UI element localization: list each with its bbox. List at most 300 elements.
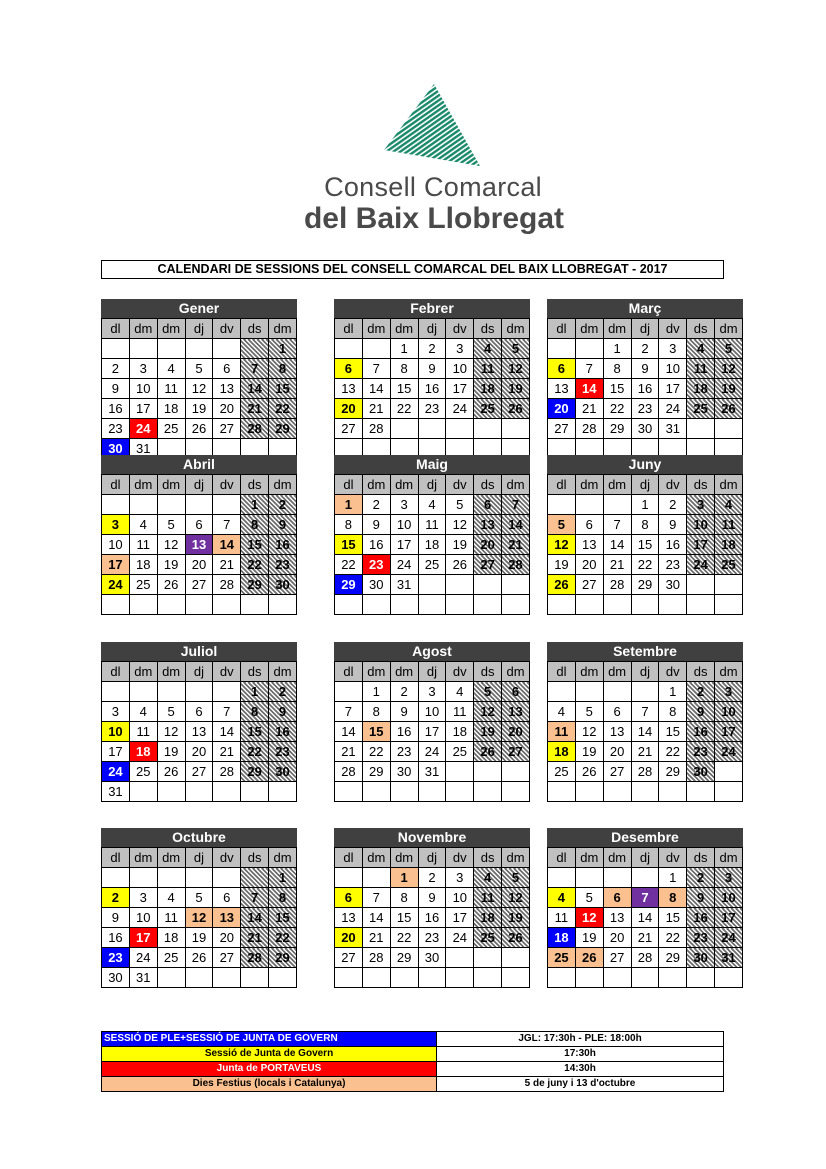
- day-cell: 1: [269, 339, 297, 359]
- week-row: [335, 968, 530, 988]
- day-cell: 3: [715, 682, 743, 702]
- month-table: [101, 318, 297, 459]
- day-cell: 10: [687, 515, 715, 535]
- week-row: [548, 555, 743, 575]
- day-cell: 2: [687, 868, 715, 888]
- empty-cell: [603, 682, 631, 702]
- day-cell: 14: [241, 379, 269, 399]
- empty-cell: [129, 782, 157, 802]
- empty-cell: [185, 595, 213, 615]
- empty-cell: [185, 968, 213, 988]
- day-cell: 11: [474, 359, 502, 379]
- empty-cell: [548, 339, 576, 359]
- day-cell: 5: [157, 515, 185, 535]
- day-header: dj: [185, 319, 213, 339]
- day-cell: 4: [474, 868, 502, 888]
- day-cell: 18: [446, 722, 474, 742]
- day-cell: 3: [715, 868, 743, 888]
- day-cell: 29: [659, 948, 687, 968]
- day-cell: 8: [335, 515, 363, 535]
- day-header: dl: [102, 848, 130, 868]
- day-header: dj: [418, 662, 446, 682]
- empty-cell: [129, 682, 157, 702]
- day-header: ds: [474, 848, 502, 868]
- week-row: [548, 575, 743, 595]
- day-header: dm: [362, 848, 390, 868]
- day-cell: 20: [603, 742, 631, 762]
- day-cell: 30: [269, 575, 297, 595]
- day-cell: 29: [241, 575, 269, 595]
- day-cell: 24: [659, 399, 687, 419]
- empty-cell: [502, 419, 530, 439]
- day-cell: 23: [102, 948, 130, 968]
- week-row: [102, 555, 297, 575]
- week-row: [335, 359, 530, 379]
- day-cell: 12: [575, 722, 603, 742]
- empty-cell: [548, 868, 576, 888]
- day-cell: 14: [575, 379, 603, 399]
- day-cell: 10: [659, 359, 687, 379]
- empty-cell: [575, 595, 603, 615]
- empty-cell: [269, 968, 297, 988]
- day-cell: 28: [335, 762, 363, 782]
- day-cell: 30: [102, 439, 130, 459]
- day-cell: 15: [269, 908, 297, 928]
- day-header: dl: [548, 319, 576, 339]
- day-header: dv: [446, 475, 474, 495]
- month-table: [547, 847, 743, 988]
- day-cell: 8: [269, 888, 297, 908]
- day-cell: 26: [446, 555, 474, 575]
- empty-cell: [446, 782, 474, 802]
- day-cell: 11: [715, 515, 743, 535]
- day-cell: 23: [102, 419, 130, 439]
- week-row: [548, 722, 743, 742]
- empty-cell: [687, 782, 715, 802]
- day-cell: 23: [269, 555, 297, 575]
- day-cell: 11: [129, 722, 157, 742]
- day-cell: 8: [241, 702, 269, 722]
- week-row: [335, 702, 530, 722]
- day-header: ds: [241, 475, 269, 495]
- day-cell: 21: [603, 555, 631, 575]
- tree-logo-icon: [382, 80, 482, 168]
- day-cell: 8: [390, 359, 418, 379]
- day-cell: 22: [390, 928, 418, 948]
- day-cell: 27: [548, 419, 576, 439]
- day-cell: 12: [185, 379, 213, 399]
- day-cell: 25: [548, 948, 576, 968]
- day-cell: 18: [157, 399, 185, 419]
- week-row: [335, 595, 530, 615]
- day-cell: 19: [502, 908, 530, 928]
- day-cell: 5: [157, 702, 185, 722]
- day-cell: 26: [185, 419, 213, 439]
- day-header: dm: [129, 319, 157, 339]
- day-cell: 15: [269, 379, 297, 399]
- day-cell: 12: [548, 535, 576, 555]
- day-header: dm: [502, 662, 530, 682]
- day-cell: 1: [631, 495, 659, 515]
- day-cell: 17: [390, 535, 418, 555]
- day-cell: 26: [185, 948, 213, 968]
- day-cell: 15: [390, 379, 418, 399]
- day-cell: 3: [129, 359, 157, 379]
- empty-cell: [715, 575, 743, 595]
- day-cell: 23: [362, 555, 390, 575]
- day-header: dm: [603, 475, 631, 495]
- day-cell: 12: [474, 702, 502, 722]
- empty-cell: [335, 968, 363, 988]
- empty-cell: [157, 868, 185, 888]
- day-header: ds: [241, 848, 269, 868]
- day-header: dm: [715, 319, 743, 339]
- day-cell: 13: [502, 702, 530, 722]
- day-cell: 20: [185, 555, 213, 575]
- legend-label: SESSIÓ DE PLE+SESSIÓ DE JUNTA DE GOVERN: [102, 1032, 437, 1047]
- day-cell: 25: [157, 419, 185, 439]
- day-cell: 13: [213, 908, 241, 928]
- week-row: [548, 948, 743, 968]
- day-cell: 6: [502, 682, 530, 702]
- week-row: [548, 359, 743, 379]
- day-cell: 1: [335, 495, 363, 515]
- day-cell: 26: [502, 399, 530, 419]
- day-cell: 24: [129, 419, 157, 439]
- day-cell: 28: [213, 575, 241, 595]
- day-header: ds: [687, 848, 715, 868]
- day-cell: 22: [603, 399, 631, 419]
- day-cell: 5: [575, 888, 603, 908]
- empty-cell: [548, 782, 576, 802]
- legend-row: [102, 1062, 724, 1077]
- day-cell: 6: [575, 515, 603, 535]
- month-title: Maig: [334, 455, 530, 474]
- day-cell: 20: [213, 928, 241, 948]
- day-header: dm: [157, 848, 185, 868]
- day-cell: 24: [102, 575, 130, 595]
- day-cell: 5: [474, 682, 502, 702]
- day-cell: 25: [715, 555, 743, 575]
- day-cell: 1: [269, 868, 297, 888]
- day-cell: 12: [502, 888, 530, 908]
- day-header: dm: [603, 848, 631, 868]
- day-cell: 20: [548, 399, 576, 419]
- day-header: dm: [129, 662, 157, 682]
- empty-cell: [241, 968, 269, 988]
- day-header: dl: [548, 848, 576, 868]
- day-cell: 27: [185, 762, 213, 782]
- empty-cell: [269, 595, 297, 615]
- day-header: dj: [418, 319, 446, 339]
- day-cell: 29: [241, 762, 269, 782]
- day-header-row: [102, 319, 297, 339]
- legend-label: Sessió de Junta de Govern: [102, 1047, 437, 1062]
- month-table: [334, 661, 530, 802]
- day-header: dm: [715, 475, 743, 495]
- day-cell: 24: [390, 555, 418, 575]
- day-cell: 2: [362, 495, 390, 515]
- week-row: [548, 762, 743, 782]
- day-cell: 16: [102, 928, 130, 948]
- day-cell: 23: [687, 928, 715, 948]
- day-header: dj: [185, 475, 213, 495]
- day-header: dv: [213, 475, 241, 495]
- day-cell: 18: [548, 928, 576, 948]
- week-row: [335, 888, 530, 908]
- day-cell: 13: [575, 535, 603, 555]
- day-cell: 21: [502, 535, 530, 555]
- day-header: dv: [213, 848, 241, 868]
- day-header: dl: [102, 475, 130, 495]
- day-cell: 21: [575, 399, 603, 419]
- day-header: dm: [269, 662, 297, 682]
- empty-cell: [603, 595, 631, 615]
- day-cell: 4: [548, 702, 576, 722]
- empty-cell: [446, 575, 474, 595]
- day-header: dl: [335, 475, 363, 495]
- day-cell: 29: [335, 575, 363, 595]
- empty-cell: [362, 868, 390, 888]
- day-cell: 19: [575, 928, 603, 948]
- day-cell: 18: [418, 535, 446, 555]
- day-cell: 24: [418, 742, 446, 762]
- day-header: dl: [335, 662, 363, 682]
- day-cell: 2: [102, 359, 130, 379]
- month-febrer: [334, 299, 530, 459]
- empty-cell: [548, 968, 576, 988]
- week-row: [335, 782, 530, 802]
- day-cell: 5: [185, 888, 213, 908]
- empty-cell: [241, 868, 269, 888]
- day-cell: 15: [390, 908, 418, 928]
- day-cell: 21: [213, 555, 241, 575]
- empty-cell: [631, 968, 659, 988]
- day-cell: 30: [418, 948, 446, 968]
- month-agost: [334, 642, 530, 802]
- day-cell: 4: [157, 888, 185, 908]
- day-cell: 3: [446, 339, 474, 359]
- empty-cell: [213, 682, 241, 702]
- day-cell: 22: [362, 742, 390, 762]
- empty-cell: [335, 868, 363, 888]
- week-row: [102, 888, 297, 908]
- day-header: dl: [102, 662, 130, 682]
- day-header: dm: [269, 475, 297, 495]
- day-header: dl: [335, 319, 363, 339]
- legend-label: Junta de PORTAVEUS: [102, 1062, 437, 1077]
- day-cell: 7: [213, 702, 241, 722]
- day-cell: 8: [362, 702, 390, 722]
- day-cell: 29: [659, 762, 687, 782]
- day-cell: 28: [631, 762, 659, 782]
- day-cell: 21: [335, 742, 363, 762]
- week-row: [548, 535, 743, 555]
- day-cell: 20: [474, 535, 502, 555]
- day-header: dm: [502, 848, 530, 868]
- day-cell: 16: [362, 535, 390, 555]
- day-cell: 9: [102, 379, 130, 399]
- legend-value: 5 de juny i 13 d'octubre: [437, 1077, 724, 1092]
- day-cell: 6: [213, 888, 241, 908]
- day-cell: 6: [335, 888, 363, 908]
- week-row: [335, 495, 530, 515]
- day-cell: 8: [659, 702, 687, 722]
- day-header: ds: [241, 319, 269, 339]
- week-row: [548, 595, 743, 615]
- day-cell: 26: [715, 399, 743, 419]
- month-juliol: [101, 642, 297, 802]
- month-table: [101, 661, 297, 802]
- day-cell: 10: [446, 359, 474, 379]
- week-row: [102, 495, 297, 515]
- day-cell: 10: [715, 702, 743, 722]
- day-cell: 20: [575, 555, 603, 575]
- day-cell: 1: [603, 339, 631, 359]
- day-cell: 31: [102, 782, 130, 802]
- day-cell: 9: [418, 888, 446, 908]
- month-title: Juliol: [101, 642, 297, 661]
- day-cell: 23: [418, 928, 446, 948]
- month-table: [547, 318, 743, 459]
- day-header: dj: [631, 848, 659, 868]
- day-header: dm: [269, 848, 297, 868]
- empty-cell: [631, 782, 659, 802]
- day-cell: 3: [659, 339, 687, 359]
- day-cell: 30: [269, 762, 297, 782]
- day-header: dm: [390, 319, 418, 339]
- day-cell: 9: [418, 359, 446, 379]
- day-cell: 11: [548, 722, 576, 742]
- day-cell: 1: [241, 682, 269, 702]
- week-row: [548, 379, 743, 399]
- empty-cell: [474, 782, 502, 802]
- empty-cell: [213, 495, 241, 515]
- empty-cell: [502, 575, 530, 595]
- day-cell: 17: [446, 908, 474, 928]
- day-cell: 5: [715, 339, 743, 359]
- day-cell: 10: [129, 379, 157, 399]
- day-cell: 17: [102, 555, 130, 575]
- day-header-row: [335, 319, 530, 339]
- month-maig: [334, 455, 530, 615]
- day-cell: 5: [502, 339, 530, 359]
- day-cell: 19: [474, 722, 502, 742]
- day-cell: 15: [335, 535, 363, 555]
- day-header: dm: [157, 662, 185, 682]
- empty-cell: [502, 595, 530, 615]
- day-cell: 27: [185, 575, 213, 595]
- week-row: [102, 359, 297, 379]
- day-cell: 15: [241, 535, 269, 555]
- day-cell: 27: [213, 948, 241, 968]
- day-header: dl: [102, 319, 130, 339]
- week-row: [335, 575, 530, 595]
- day-cell: 27: [335, 419, 363, 439]
- day-cell: 25: [474, 928, 502, 948]
- day-cell: 27: [575, 575, 603, 595]
- week-row: [102, 722, 297, 742]
- day-cell: 22: [241, 742, 269, 762]
- week-row: [335, 535, 530, 555]
- day-cell: 22: [335, 555, 363, 575]
- day-cell: 9: [269, 515, 297, 535]
- day-cell: 29: [603, 419, 631, 439]
- empty-cell: [129, 868, 157, 888]
- day-cell: 7: [362, 888, 390, 908]
- month-title: Agost: [334, 642, 530, 661]
- day-header: dm: [575, 662, 603, 682]
- day-cell: 12: [185, 908, 213, 928]
- day-cell: 9: [362, 515, 390, 535]
- week-row: [335, 339, 530, 359]
- week-row: [335, 908, 530, 928]
- day-cell: 14: [502, 515, 530, 535]
- week-row: [102, 948, 297, 968]
- legend-row: [102, 1047, 724, 1062]
- day-cell: 31: [390, 575, 418, 595]
- day-cell: 26: [575, 762, 603, 782]
- empty-cell: [241, 782, 269, 802]
- empty-cell: [575, 868, 603, 888]
- day-cell: 26: [575, 948, 603, 968]
- week-row: [548, 495, 743, 515]
- empty-cell: [241, 595, 269, 615]
- day-cell: 16: [418, 908, 446, 928]
- week-row: [548, 868, 743, 888]
- day-cell: 14: [631, 722, 659, 742]
- day-cell: 17: [418, 722, 446, 742]
- empty-cell: [418, 595, 446, 615]
- empty-cell: [548, 682, 576, 702]
- empty-cell: [418, 782, 446, 802]
- empty-cell: [687, 968, 715, 988]
- day-cell: 16: [269, 722, 297, 742]
- day-cell: 13: [603, 722, 631, 742]
- day-cell: 16: [269, 535, 297, 555]
- day-header: dm: [390, 662, 418, 682]
- empty-cell: [129, 595, 157, 615]
- legend-value: 17:30h: [437, 1047, 724, 1062]
- week-row: [335, 742, 530, 762]
- day-cell: 27: [603, 762, 631, 782]
- day-cell: 1: [362, 682, 390, 702]
- day-cell: 4: [474, 339, 502, 359]
- day-header: dv: [213, 662, 241, 682]
- day-cell: 31: [715, 948, 743, 968]
- empty-cell: [715, 762, 743, 782]
- day-cell: 31: [129, 968, 157, 988]
- day-cell: 17: [129, 928, 157, 948]
- day-cell: 7: [241, 888, 269, 908]
- day-cell: 20: [603, 928, 631, 948]
- day-cell: 16: [659, 535, 687, 555]
- day-cell: 21: [362, 928, 390, 948]
- week-row: [102, 399, 297, 419]
- month-gener: [101, 299, 297, 459]
- day-cell: 11: [157, 379, 185, 399]
- day-cell: 20: [213, 399, 241, 419]
- week-row: [548, 419, 743, 439]
- day-cell: 17: [715, 722, 743, 742]
- day-cell: 15: [241, 722, 269, 742]
- day-cell: 17: [715, 908, 743, 928]
- empty-cell: [102, 339, 130, 359]
- day-cell: 14: [335, 722, 363, 742]
- month-title: Novembre: [334, 828, 530, 847]
- empty-cell: [659, 782, 687, 802]
- day-cell: 22: [390, 399, 418, 419]
